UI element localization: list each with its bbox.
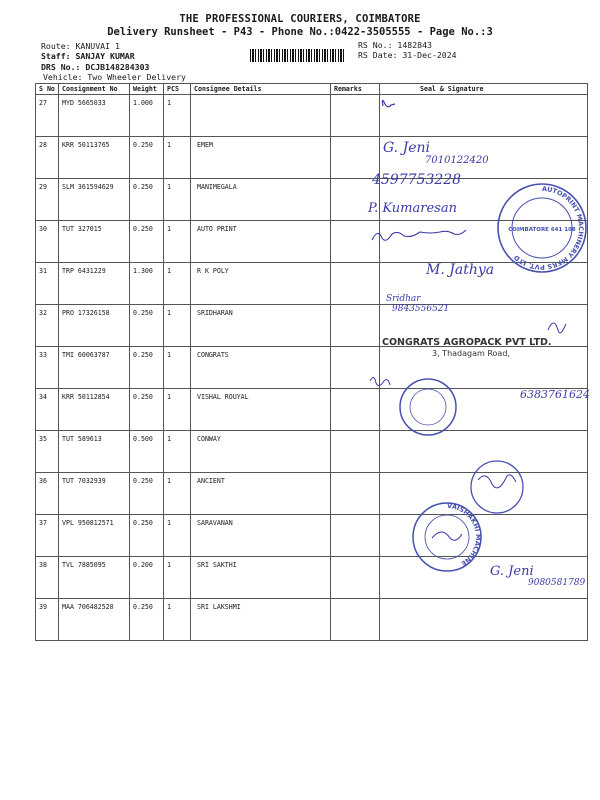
row-pcs: 1 — [164, 347, 191, 389]
row-consignment: VPL 950812571 — [59, 515, 130, 557]
row-sno: 37 — [36, 515, 59, 557]
signature-28: G. Jeni — [383, 140, 430, 156]
row-pcs: 1 — [164, 263, 191, 305]
row-sno: 33 — [36, 347, 59, 389]
row-sno: 31 — [36, 263, 59, 305]
row-consignee: VISHAL ROUYAL — [191, 389, 331, 431]
row-consignment: TUT 7032939 — [59, 473, 130, 515]
phone-28: 7010122420 — [425, 155, 489, 166]
row-pcs: 1 — [164, 305, 191, 347]
svg-text:VAISHAKHI MACHINE — [447, 502, 482, 568]
row-consignee: EMEM — [191, 137, 331, 179]
row-consignee: SRIDHARAN — [191, 305, 331, 347]
company-name: THE PROFESSIONAL COURIERS, COIMBATORE — [179, 13, 421, 25]
congrats-stamp — [382, 323, 566, 358]
row-weight: 0.250 — [130, 599, 164, 641]
row-sno: 29 — [36, 179, 59, 221]
row-weight: 0.250 — [130, 221, 164, 263]
col-pcs: PCS — [164, 84, 191, 95]
row-pcs: 1 — [164, 179, 191, 221]
autoprint-stamp — [498, 184, 586, 272]
signature-27 — [382, 100, 395, 106]
phone-29: 4597753228 — [372, 172, 462, 188]
row-consignee: CONWAY — [191, 431, 331, 473]
rs-number: RS No.: 1482843 — [358, 40, 432, 50]
signature-30 — [372, 230, 466, 240]
col-consignee: Consignee Details — [191, 84, 331, 95]
row-consignment: MYD 5665033 — [59, 95, 130, 137]
row-consignment: KRR 50113765 — [59, 137, 130, 179]
row-consignment: MAA 706482520 — [59, 599, 130, 641]
row-sno: 39 — [36, 599, 59, 641]
row-sno: 38 — [36, 557, 59, 599]
row-pcs: 1 — [164, 389, 191, 431]
phone-35: 6383761624 — [520, 388, 590, 401]
row-consignee: SRI LAKSHMI — [191, 599, 331, 641]
row-consignment: SLM 361594629 — [59, 179, 130, 221]
row-pcs: 1 — [164, 431, 191, 473]
row-sno: 28 — [36, 137, 59, 179]
autoprint-ring-text: AUTOPRINT MACHINERY MFRS PVT. LTD — [512, 184, 585, 272]
row-pcs: 1 — [164, 473, 191, 515]
row-consignee: AUTO PRINT — [191, 221, 331, 263]
row-weight: 0.250 — [130, 179, 164, 221]
row-weight: 1.300 — [130, 263, 164, 305]
row-sno: 32 — [36, 305, 59, 347]
vaishakhi-stamp — [413, 502, 482, 571]
drs-number: DRS No.: DCJB148284303 — [41, 62, 150, 72]
row-weight: 0.250 — [130, 305, 164, 347]
row-sno: 27 — [36, 95, 59, 137]
row-consignment: TUT 327015 — [59, 221, 130, 263]
runsheet-title: Delivery Runsheet - P43 - Phone No.:0422-3505555 - Page No.:3 — [107, 26, 493, 38]
col-remarks: Remarks — [331, 84, 380, 95]
row-consignee: ANCIENT — [191, 473, 331, 515]
row-consignee: MANIMEGALA — [191, 179, 331, 221]
row-sno: 35 — [36, 431, 59, 473]
congrats-stamp-name: CONGRATS AGROPACK PVT LTD. — [382, 337, 552, 348]
row-pcs: 1 — [164, 515, 191, 557]
row-consignment: TRP 6431229 — [59, 263, 130, 305]
seal-stamp-37 — [471, 461, 523, 513]
row-pcs: 1 — [164, 95, 191, 137]
row-sno: 36 — [36, 473, 59, 515]
vehicle-label: Vehicle: Two Wheeler Delivery — [43, 72, 186, 82]
row-weight: 0.250 — [130, 137, 164, 179]
row-weight: 0.250 — [130, 389, 164, 431]
row-sno: 30 — [36, 221, 59, 263]
row-weight: 0.500 — [130, 431, 164, 473]
row-pcs: 1 — [164, 137, 191, 179]
signature-31: M. Jathya — [426, 262, 495, 278]
row-consignee: CONGRATS — [191, 347, 331, 389]
row-weight: 0.200 — [130, 557, 164, 599]
row-weight: 0.250 — [130, 347, 164, 389]
vaishakhi-ring-text: VAISHAKHI MACHINE — [446, 501, 482, 568]
row-pcs: 1 — [164, 557, 191, 599]
row-pcs: 1 — [164, 221, 191, 263]
col-weight: Weight — [130, 84, 164, 95]
row-weight: 1.000 — [130, 95, 164, 137]
row-consignment: TUT 589613 — [59, 431, 130, 473]
congrats-stamp-address: 3, Thadagam Road, — [432, 349, 510, 358]
col-sno: S No — [36, 84, 59, 95]
row-consignee: SARAVANAN — [191, 515, 331, 557]
signature-39: G. Jeni — [490, 564, 534, 579]
row-consignment: TVL 7885095 — [59, 557, 130, 599]
row-consignee: SRI SAKTHI — [191, 557, 331, 599]
row-consignee: R K POLY — [191, 263, 331, 305]
rs-date: RS Date: 31-Dec-2024 — [358, 50, 457, 60]
row-consignment: KRR 50112854 — [59, 389, 130, 431]
col-consignment: Consignment No — [59, 84, 130, 95]
delivery-round-stamp — [370, 377, 456, 435]
row-consignment: PRO 17326158 — [59, 305, 130, 347]
phone-39: 9080581789 — [528, 578, 586, 588]
row-weight: 0.250 — [130, 473, 164, 515]
row-consignment: TMI 60063787 — [59, 347, 130, 389]
phone-32: 9843556521 — [392, 304, 450, 314]
autoprint-center-text: COIMBATORE 641 108 — [508, 227, 576, 233]
col-signature: Seal & Signature — [380, 84, 588, 95]
signature-32: Sridhar — [386, 294, 421, 304]
row-sno: 34 — [36, 389, 59, 431]
row-pcs: 1 — [164, 599, 191, 641]
route-label: Route: KANUVAI 1 — [41, 41, 120, 51]
row-weight: 0.250 — [130, 515, 164, 557]
signature-29: P. Kumaresan — [368, 201, 457, 216]
staff-label: Staff: SANJAY KUMAR — [41, 51, 135, 61]
